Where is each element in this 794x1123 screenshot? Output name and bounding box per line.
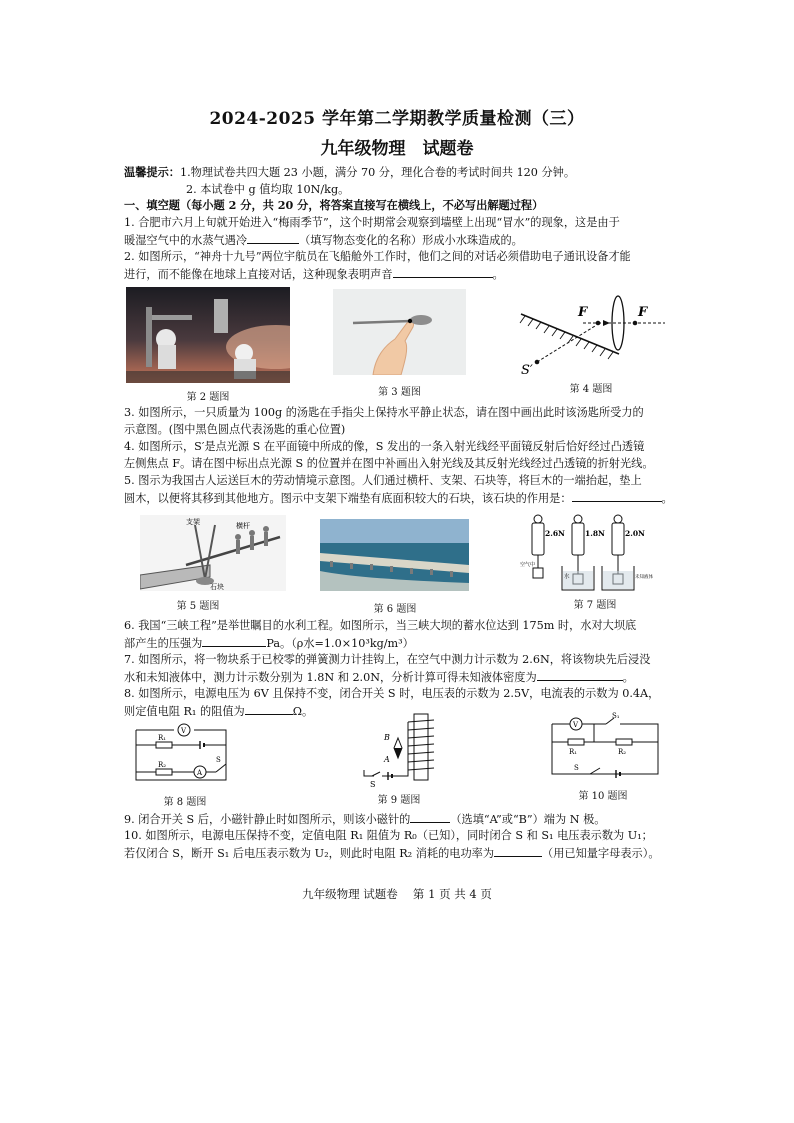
answer-blank-2[interactable] [393, 265, 493, 278]
figure-4-label-F-left: F [578, 305, 588, 320]
figure-10-circuit [546, 712, 662, 782]
figure-7-label-air: 空气中 [520, 562, 536, 568]
figure-7-reading-air: 2.6N [545, 529, 565, 538]
figure-10-label-S1: S₁ [612, 712, 620, 720]
figure-6-caption: 第 6 题图 [373, 604, 417, 615]
question-7-line-1: 7. 如图所示，将一物块系于已校零的弹簧测力计挂钩上，在空气中测力计示数为 2.6N，将该物块先后浸没 [124, 653, 651, 666]
figure-4-label-F-right: F [638, 305, 648, 320]
figure-9-electromagnet [360, 712, 440, 788]
figure-9-caption: 第 9 题图 [377, 795, 421, 806]
figure-10-label-R2: R₂ [618, 748, 627, 756]
page-footer: 九年级物理 试题卷 第 1 页 共 4 页 [302, 887, 492, 901]
figure-8-label-R2: R₂ [158, 761, 167, 769]
figure-4-caption: 第 4 题图 [569, 384, 613, 395]
figure-4-label-S-prime: S′ [521, 363, 533, 378]
answer-blank-8[interactable] [245, 702, 293, 715]
question-10-line-1: 10. 如图所示，电源电压保持不变，定值电阻 R₁ 阻值为 R₀（已知），同时闭合 S 和 S₁ 电压表示数为 U₁； [124, 829, 653, 842]
notice-line-1: 温馨提示：1.物理试卷共四大题 23 小题，满分 70 分，理化合卷的考试时间共 120 分钟。 [124, 165, 576, 179]
answer-blank-1[interactable] [247, 231, 299, 244]
figure-4-optics-diagram [515, 292, 675, 378]
figure-9-label-B: B [384, 733, 390, 742]
section-1-heading: 一、填空题（每小题 2 分，共 20 分，将答案直接写在横线上，不必写出解题过程） [124, 198, 544, 212]
figure-6-dam-photo [320, 519, 469, 591]
figure-8-caption: 第 8 题图 [163, 797, 207, 808]
question-5-line-2: 圆木，以便将其移到其他地方。图示中支架下端垫有底面积较大的石块，该石块的作用是： 。 [124, 489, 684, 507]
paper-title: 2024-2025 学年第二学期教学质量检测（三） [209, 109, 585, 129]
figure-8-label-S: S [216, 756, 221, 764]
figure-9-label-S: S [370, 780, 376, 788]
figure-10-label-S: S [574, 764, 579, 772]
question-1-line-2: 暖湿空气中的水蒸气遇冷 （填写物态变化的名称）形成小水珠造成的。 [124, 231, 684, 249]
figure-7-caption: 第 7 题图 [573, 600, 617, 611]
figure-5-label-zhijia: 支架 [186, 518, 200, 526]
figure-3-spoon-photo [333, 289, 466, 375]
figure-7-spring-scales [520, 512, 660, 594]
figure-3-caption: 第 3 题图 [378, 387, 421, 398]
question-4-line-1: 4. 如图所示，S′是点光源 S 在平面镜中所成的像，S 发出的一条入射光线经平面镜反射后恰好经过凸透镜 [124, 440, 645, 453]
question-6-line-1: 6. 我国“三峡工程”是举世瞩目的水利工程。如图所示，当三峡大坝的蓄水位达到 175m 时，水对大坝底 [124, 619, 637, 632]
figure-10-label-R1: R₁ [569, 748, 578, 756]
figure-8-ammeter-A: A [197, 769, 203, 777]
paper-subtitle: 九年级物理 试题卷 [320, 139, 474, 159]
question-6-line-2: 部产生的压强为 Pa。（ρ水=1.0×10³kg/m³） [124, 634, 684, 652]
question-1-line-1: 1. 合肥市六月上旬就开始进入“梅雨季节”，这个时期常会观察到墙壁上出现“冒水”的现象，这是由于 [124, 216, 620, 229]
question-4-line-2: 左侧焦点 F。请在图中标出点光源 S 的位置并在图中补画出入射光线及其反射光线经过凸透镜的折射光线。 [124, 457, 654, 470]
answer-blank-6[interactable] [202, 634, 266, 647]
figure-5-label-shikuai: 石块 [210, 583, 224, 591]
figure-10-caption: 第 10 题图 [578, 791, 628, 802]
question-5-line-1: 5. 图示为我国古人运送巨木的劳动情境示意图。人们通过横杆、支架、石块等，将巨木的一端抬起，垫上 [124, 474, 642, 487]
notice-label: 温馨提示： [124, 165, 180, 179]
question-8-line-1: 8. 如图所示，电源电压为 6V 且保持不变，闭合开关 S 时，电压表的示数为 2.5V，电流表的示数为 0.4A， [124, 687, 660, 700]
figure-2-astronaut-photo [126, 287, 290, 383]
question-10-line-2: 若仅闭合 S，断开 S₁ 后电压表示数为 U₂，则此时电阻 R₂ 消耗的电功率为 （用已知量字母表示）。 [124, 844, 684, 862]
figure-7-reading-water: 1.8N [585, 529, 605, 538]
figure-5-lever-illustration [140, 515, 286, 591]
figure-5-caption: 第 5 题图 [176, 601, 220, 612]
figure-7-label-water: 水 [564, 574, 570, 580]
answer-blank-7[interactable] [537, 668, 623, 681]
question-9: 9. 闭合开关 S 后，小磁针静止时如图所示，则该小磁针的 （选填“A”或“B”）端为 N 极。 [124, 810, 684, 828]
question-7-line-2: 水和未知液体中，测力计示数分别为 1.8N 和 2.0N，分析计算可得未知液体密度为 。 [124, 668, 684, 686]
figure-9-label-A: A [384, 755, 390, 764]
answer-blank-10[interactable] [494, 844, 542, 857]
figure-7-label-liquid: 未知液体 [635, 575, 653, 580]
figure-5-label-henggan: 横杆 [236, 522, 250, 530]
notice-line-2: 2. 本试卷中 g 值均取 10N/kg。 [186, 183, 350, 196]
figure-7-reading-liquid: 2.0N [625, 529, 645, 538]
question-3-line-2: 示意图。(图中黑色圆点代表汤匙的重心位置) [124, 423, 346, 436]
figure-8-circuit [130, 722, 238, 788]
question-2-line-2: 进行，而不能像在地球上直接对话，这种现象表明声音 。 [124, 265, 684, 283]
figure-8-label-R1: R₁ [158, 734, 167, 742]
question-2-line-1: 2. 如图所示，“神舟十九号”两位宇航员在飞船舱外工作时，他们之间的对话必须借助电子通讯设备才能 [124, 250, 631, 263]
figure-10-voltmeter-V: V [573, 721, 579, 729]
figure-2-caption: 第 2 题图 [186, 392, 230, 403]
answer-blank-9[interactable] [410, 810, 450, 823]
question-8-line-2: 则定值电阻 R₁ 的阻值为 Ω。 [124, 702, 684, 720]
question-3-line-1: 3. 如图所示，一只质量为 100g 的汤匙在手指尖上保持水平静止状态，请在图中画出此时该汤匙所受力的 [124, 406, 644, 419]
figure-8-voltmeter-V: V [181, 727, 187, 735]
answer-blank-5[interactable] [572, 489, 662, 502]
